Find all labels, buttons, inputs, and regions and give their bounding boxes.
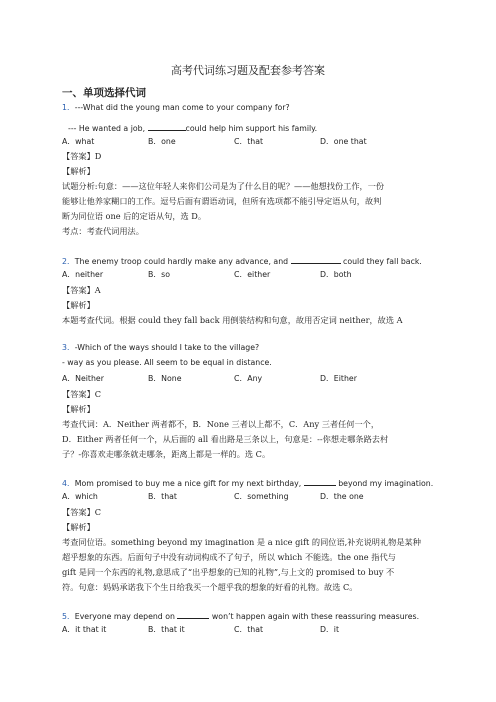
answer-label: 【答案】D [62,151,102,161]
option-d: D．Either [320,374,357,383]
analysis-label: 【解析】 [62,300,95,310]
explanation-line: 考查代词：A．Neither 两者都不，B．None 三者以上都不，C．Any 三者任何一个， [62,419,380,429]
analysis-label: 【解析】 [62,522,95,532]
explanation-line: 子？-你喜欢走哪条就走哪条，距离上都是一样的。选 C。 [62,449,271,459]
section-heading: 一、单项选择代词 [62,87,146,99]
question-2-stem: 2．The enemy troop could hardly make any advance, and could they fall back. [62,257,422,266]
answer-label: 【答案】C [62,507,102,517]
explanation-line: 试题分析:句意：——这位年轻人来你们公司是为了什么目的呢？——他想找份工作，一份 [62,181,385,191]
explanation-line: 超乎想象的东西。后面句子中没有动词构成不了句子，所以 which 不能选。the one 指代与 [62,552,396,562]
answer-label: 【答案】C [62,389,102,399]
option-c: C．Any [234,374,263,383]
answer-label: 【答案】A [62,285,101,295]
question-4-options [62,492,364,502]
option-a: A．what [62,137,95,146]
option-d: D．the one [320,492,364,501]
question-number: 5． [62,612,75,621]
option-b: B．one [148,137,176,146]
explanation-line: 考点：考查代词用法。 [62,226,144,236]
question-1-options [62,137,367,147]
option-b: B．so [148,270,170,279]
question-2-options [62,270,352,280]
option-d: D．it [320,625,340,634]
question-3-line2: - way as you please. All seem to be equal in distance. [62,358,272,367]
answer-blank [148,122,186,131]
option-a: A．it that it [62,625,107,634]
option-a: A．which [62,492,98,501]
explanation-line: 断为同位语 one 后的定语从句，选 D。 [62,211,207,221]
option-a: A．Neither [62,374,104,383]
option-c: C．something [234,492,289,501]
question-number: 2． [62,257,75,266]
question-number: 1． [62,103,75,112]
explanation-line: D．Either 两者任何一个，从后面的 all 看出路是三条以上，句意是：--你想走哪条路去村 [62,434,389,444]
option-d: D．one that [320,137,367,146]
question-3-options [62,374,357,384]
option-b: B．that [148,492,177,501]
option-c: C．that [234,137,264,146]
explanation-line: 考查同位语。something beyond my imagination 是 a nice gift 的同位语,补充说明礼物是某种 [62,537,421,547]
question-number: 3． [62,343,75,352]
question-number: 4． [62,479,75,488]
answer-blank [304,477,336,486]
question-5-options [62,625,339,635]
explanation-line: 符。句意：妈妈承诺我下个生日给我买一个超乎我的想象的好看的礼物。故选 C。 [62,582,358,592]
explanation-line: 本题考查代词。根据 could they fall back 用倒装结构和句意，故用否定词 neither，故选 A [62,315,403,325]
option-b: B．that it [148,625,185,634]
answer-blank [291,255,341,264]
option-c: C．either [234,270,271,279]
option-a: A．neither [62,270,104,279]
question-1-line2: --- He wanted a job, could help him support his family. [68,124,318,133]
option-d: D．both [320,270,352,279]
option-c: C．that [234,625,264,634]
question-4-stem: 4．Mom promised to buy me a nice gift for my next birthday, beyond my imagination. [62,479,434,488]
explanation-line: 能够让他养家糊口的工作。逗号后面有谓语动词，但所有选项都不能引导定语从句，故判 [62,196,382,206]
question-5-stem: 5．Everyone may depend on won’t happen again with these reassuring measures. [62,612,420,621]
analysis-label: 【解析】 [62,404,95,414]
question-1-stem: 1．---What did the young man come to your company for? [62,103,290,112]
document-title: 高考代词练习题及配套参考答案 [171,64,325,77]
option-b: B．None [148,374,182,383]
answer-blank [177,610,209,619]
question-3-stem: 3．-Which of the ways should I take to the village? [62,343,260,352]
explanation-line: gift 是同一个东西的礼物,意思成了“出乎想象的已知的礼物”,与上文的 promised to buy 不 [62,567,395,577]
analysis-label: 【解析】 [62,166,95,176]
